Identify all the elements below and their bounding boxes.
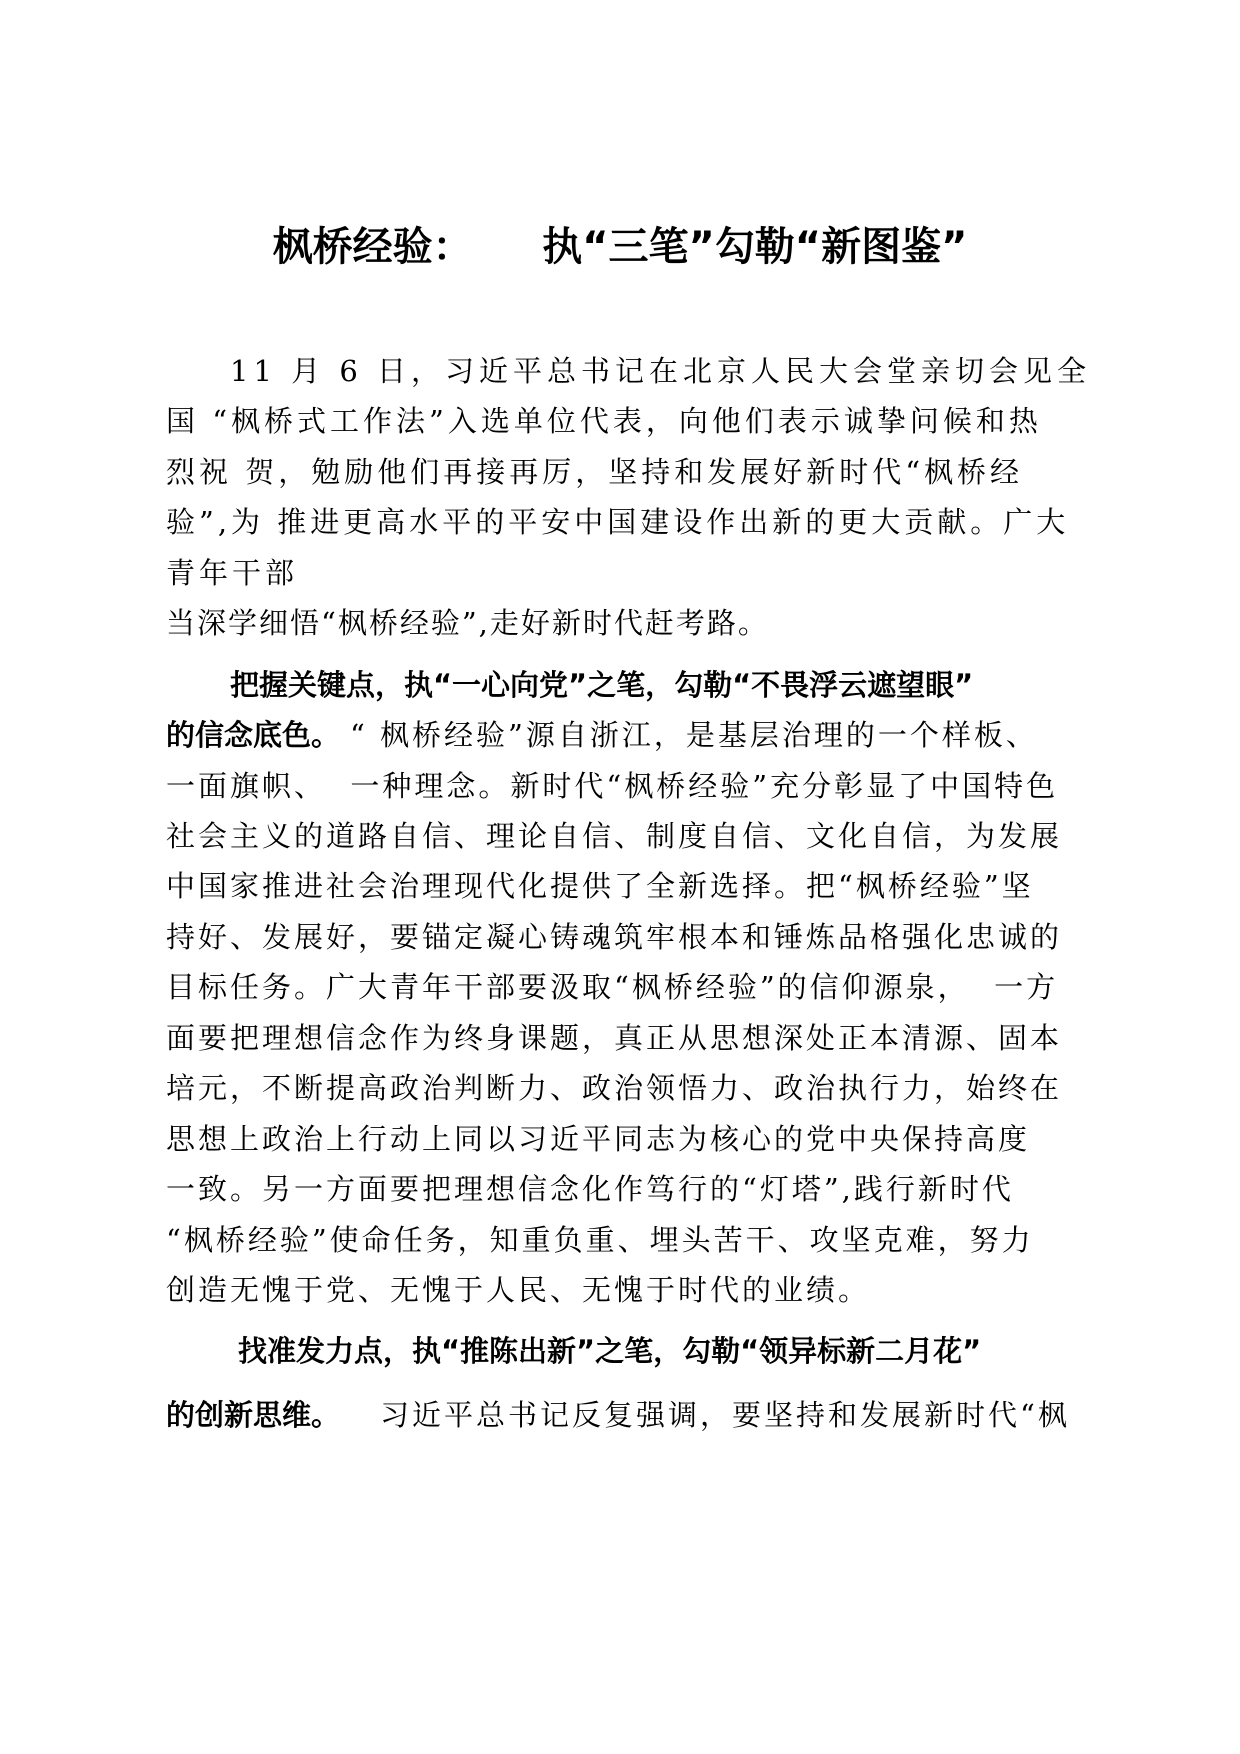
line-text: 一致。另一方面要把理想信念化作笃行的“灯塔”,践行新时代: [166, 1172, 1014, 1206]
line-text: “ 枫桥经验”源自浙江，是基层治理的一个样板、: [350, 718, 1038, 752]
paragraph-line: [0, 1064, 1240, 1112]
line-text: 验”,为 推进更高水平的平安中国建设作出新的更大贡献。广大: [166, 505, 1070, 539]
line-text: 习近平总书记反复强调，要坚持和发展新时代“枫: [380, 1398, 1070, 1432]
paragraph-line: [0, 762, 1240, 810]
line-text: 社会主义的道路自信、理论自信、制度自信、文化自信，为发展: [166, 819, 1063, 853]
line-text: 一面旗帜、 一种理念。新时代“枫桥经验”充分彰显了中国特色: [166, 769, 1059, 803]
line-text: 面要把理想信念作为终身课题，真正从思想深处正本清源、固本: [166, 1021, 1063, 1055]
paragraph-line: [0, 1391, 1240, 1439]
paragraph-line: [0, 812, 1240, 860]
paragraph-line: [0, 1115, 1240, 1163]
line-text: 中国家推进社会治理现代化提供了全新选择。把“枫桥经验”坚: [166, 869, 1034, 903]
paragraph-line: [0, 1266, 1240, 1314]
line-text: 培元，不断提高政治判断力、政治领悟力、政治执行力，始终在: [166, 1071, 1063, 1105]
line-text: 创造无愧于党、无愧于人民、无愧于时代的业绩。: [166, 1273, 871, 1307]
paragraph-line: [0, 599, 1240, 647]
line-text: 目标任务。广大青年干部要汲取“枫桥经验”的信仰源泉， 一方: [166, 970, 1059, 1004]
paragraph-line: [0, 862, 1240, 910]
paragraph-line: [0, 397, 1240, 445]
section-1-heading: 把握关键点，执“一心向党”之笔，勾勒“不畏浮云遮望眼”: [230, 668, 974, 702]
page-title: 枫桥经验： 执“三笔”勾勒“新图鉴”: [272, 224, 968, 270]
section-heading-line: [0, 1327, 1240, 1375]
paragraph-line: [0, 1216, 1240, 1264]
section-2-heading: 找准发力点，执“推陈出新”之笔，勾勒“领异标新二月花”: [238, 1334, 982, 1368]
line-text: 持好、发展好，要锚定凝心铸魂筑牢根本和锤炼品格强化忠诚的: [166, 920, 1063, 954]
line-text: 国 “枫桥式工作法”入选单位代表，向他们表示诚挚问候和热: [166, 404, 1042, 438]
section-1-heading-end: 的信念底色。: [166, 718, 341, 752]
section-heading-line: [0, 661, 1240, 709]
paragraph-line: [0, 1165, 1240, 1213]
line-text: 当深学细悟“枫桥经验”,走好新时代赶考路。: [166, 606, 769, 640]
paragraph-line: [0, 549, 1240, 597]
line-text: 青年干部: [166, 556, 299, 590]
paragraph-line: [0, 347, 1240, 395]
paragraph-line: [0, 913, 1240, 961]
paragraph-line: [0, 448, 1240, 496]
paragraph-line: [0, 963, 1240, 1011]
paragraph-line: [0, 498, 1240, 546]
paragraph-line: [0, 711, 1240, 759]
line-text: 烈祝 贺，勉励他们再接再厉，坚持和发展好新时代“枫桥经: [166, 455, 1024, 489]
paragraph-line: [0, 1014, 1240, 1062]
line-text: 11 月 6 日，习近平总书记在北京人民大会堂亲切会见全: [230, 354, 1092, 388]
line-text: “枫桥经验”使命任务，知重负重、埋头苦干、攻坚克难，努力: [166, 1223, 1034, 1257]
section-2-heading-end: 的创新思维。: [166, 1398, 341, 1432]
line-text: 思想上政治上行动上同以习近平同志为核心的党中央保持高度: [166, 1122, 1031, 1156]
